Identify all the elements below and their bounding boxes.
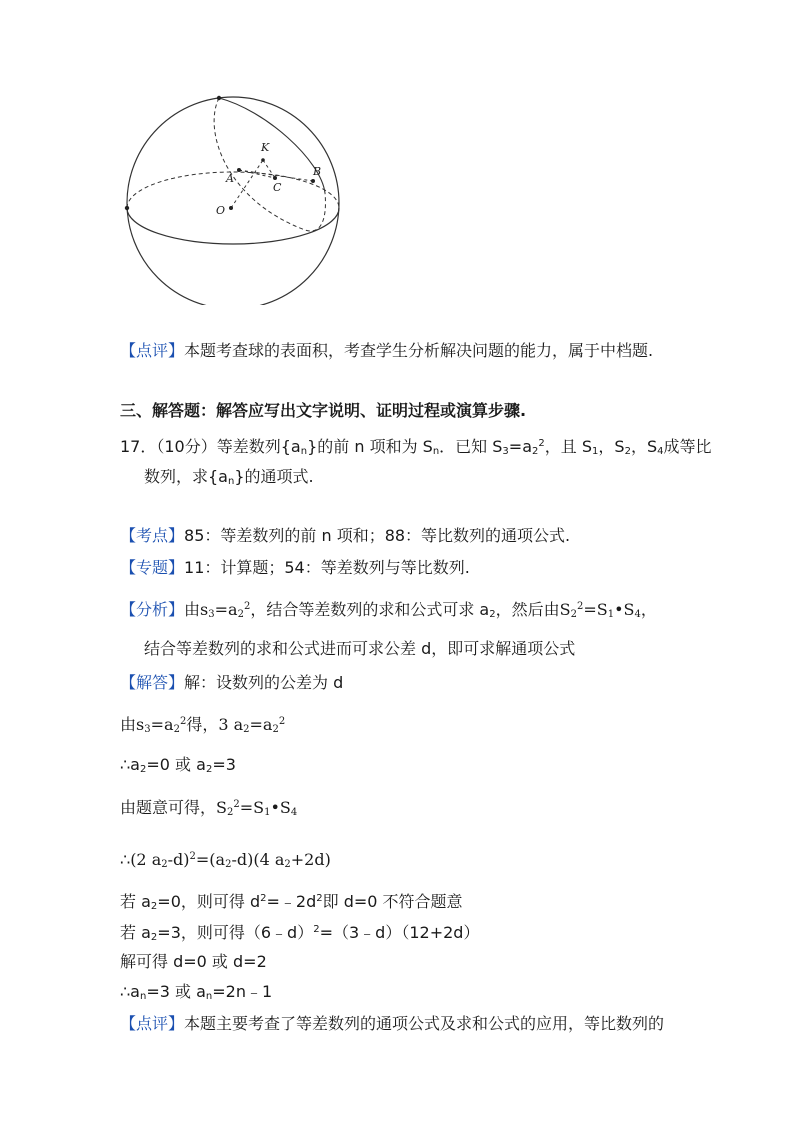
problem-line-1	[120, 433, 712, 463]
fenxi-line-2-text: 结合等差数列的求和公式进而可求公差 d，即可求解通项公式	[144, 639, 576, 658]
problem-number: 17．（10分）	[120, 437, 217, 456]
t: ，结合等差数列的求和公式可求 a	[250, 600, 490, 619]
t: 2	[139, 764, 147, 775]
t: =a	[249, 715, 273, 734]
t: 2	[179, 716, 187, 727]
point-c	[273, 176, 277, 180]
t: S	[559, 600, 571, 619]
section-title-text: 三、解答题：解答应写出文字说明、证明过程或演算步骤.	[120, 401, 527, 420]
t: n	[300, 446, 308, 457]
equator-front	[127, 208, 339, 244]
solution-step-2	[120, 754, 236, 781]
jieda-line	[120, 672, 343, 694]
t: 若 a	[120, 892, 151, 911]
t: •S	[270, 798, 291, 817]
t: 2	[233, 799, 240, 810]
t: 2	[316, 893, 323, 904]
t: =0，则可得 d	[157, 892, 261, 911]
solution-step-4	[120, 846, 331, 876]
t: ，然后由	[495, 600, 560, 619]
t: 2	[272, 724, 279, 735]
point-left	[125, 206, 129, 210]
review-2-tag: 【点评】	[120, 1014, 185, 1033]
label-k: K	[261, 141, 270, 154]
t: =（3﹣d）（12+2d）	[319, 923, 480, 942]
t: 由题意可得，	[120, 798, 217, 817]
t: 3	[502, 446, 509, 457]
label-c: C	[273, 181, 282, 194]
t: 2	[576, 601, 584, 612]
review-2	[120, 1013, 664, 1035]
t: =(a	[195, 850, 226, 869]
point-o	[229, 206, 233, 210]
t: 2	[570, 609, 577, 620]
t: }的前 n 项和为 S	[307, 437, 433, 456]
t: 2	[226, 807, 234, 818]
kaodian-line	[120, 525, 570, 547]
review-1	[120, 340, 653, 362]
t: 若 a	[120, 923, 151, 942]
fenxi-line-2	[144, 638, 575, 660]
t: 2	[313, 924, 320, 935]
t: n	[432, 446, 440, 457]
t: 数列，求{a	[144, 467, 228, 486]
t: 4	[634, 609, 641, 620]
solution-step-1	[120, 711, 285, 741]
jieda-text: 解：设数列的公差为 d	[184, 673, 344, 692]
t: 1	[264, 807, 271, 818]
t: n	[228, 476, 235, 487]
t: 解可得 d=0 或 d=2	[120, 952, 267, 971]
t: =3，则可得（6﹣d）	[157, 923, 314, 942]
fenxi-tag: 【分析】	[120, 600, 185, 619]
zhuanti-line	[120, 557, 470, 579]
t: 2	[150, 901, 158, 912]
zhuanti-text: 11：计算题；54：等差数列与等比数列.	[184, 558, 470, 577]
t: ．已知 S	[439, 437, 503, 456]
t: s	[136, 715, 145, 734]
t: (2 a	[130, 850, 162, 869]
t: 4	[657, 446, 664, 457]
label-o: O	[216, 204, 226, 217]
t: ，	[640, 600, 657, 619]
t: 2	[189, 851, 196, 862]
point-b	[311, 179, 315, 183]
t: =﹣2d	[266, 892, 317, 911]
t: =a	[508, 437, 533, 456]
t: =0 或 a	[146, 755, 206, 774]
t: 2	[161, 859, 168, 870]
review-1-tag: 【点评】	[120, 341, 185, 360]
point-k	[261, 158, 265, 162]
t: 等差数列{a	[216, 437, 301, 456]
t: 3	[144, 724, 151, 735]
t: 2	[205, 764, 213, 775]
t: ∴a	[120, 755, 140, 774]
sphere-outline	[127, 97, 339, 305]
segment-ok	[231, 160, 263, 208]
t: 2	[243, 724, 250, 735]
t: 2	[532, 446, 539, 457]
t: -d)(4 a	[231, 850, 285, 869]
t: •S	[614, 600, 635, 619]
t: =2n﹣1	[212, 982, 273, 1001]
t: 3	[208, 609, 215, 620]
t: 2	[278, 716, 286, 727]
t: 2	[538, 438, 545, 449]
t: ∴	[120, 850, 131, 869]
review-2-text: 本题主要考查了等差数列的通项公式及求和公式的应用，等比数列的	[184, 1014, 665, 1033]
solution-step-5	[120, 888, 463, 918]
t: =S	[583, 600, 608, 619]
label-b: B	[313, 165, 322, 178]
t: ，S	[598, 437, 625, 456]
great-circle-back	[214, 98, 325, 231]
section-title	[120, 400, 526, 422]
t: 2	[173, 724, 180, 735]
t: 2	[260, 893, 267, 904]
solution-step-6	[120, 919, 479, 949]
t: 2	[624, 446, 631, 457]
t: 由	[184, 600, 201, 619]
t: ∴a	[120, 982, 140, 1001]
t: +2d)	[290, 850, 331, 869]
t: 由	[120, 715, 137, 734]
solution-step-7	[120, 951, 267, 973]
t: 2	[150, 932, 158, 943]
label-a: A	[226, 172, 234, 185]
t: 1	[592, 446, 599, 457]
t: 即 d=0 不符合题意	[322, 892, 463, 911]
jieda-tag: 【解答】	[120, 673, 185, 692]
t: S	[216, 798, 227, 817]
t: n	[205, 991, 213, 1002]
t: 2	[489, 609, 496, 620]
t: =S	[239, 798, 265, 817]
t: 1	[607, 609, 615, 620]
t: 4	[290, 807, 298, 818]
t: 得，	[186, 715, 219, 734]
t: 3 a	[218, 715, 244, 734]
t: =a	[150, 715, 174, 734]
t: =3	[212, 755, 236, 774]
t: n	[139, 991, 147, 1002]
t: 成等比	[663, 437, 712, 456]
t: ，且 S	[544, 437, 593, 456]
kaodian-tag: 【考点】	[120, 526, 185, 545]
point-a	[237, 168, 241, 172]
t: s	[200, 600, 209, 619]
kaodian-text: 85：等差数列的前 n 项和；88：等比数列的通项公式.	[184, 526, 571, 545]
t: =a	[214, 600, 238, 619]
review-1-text: 本题考查球的表面积，考查学生分析解决问题的能力，属于中档题.	[184, 341, 654, 360]
t: 2	[284, 859, 291, 870]
t: }的通项式.	[234, 467, 314, 486]
t: =3 或 a	[146, 982, 206, 1001]
zhuanti-tag: 【专题】	[120, 558, 185, 577]
solution-step-3	[120, 794, 297, 824]
solution-step-8	[120, 981, 272, 1008]
t: 2	[243, 601, 251, 612]
problem-line-2	[144, 466, 314, 493]
t: 2	[225, 859, 232, 870]
t: -d)	[167, 850, 190, 869]
point-top	[217, 96, 221, 100]
t: 2	[237, 609, 244, 620]
sphere-figure	[115, 90, 355, 305]
fenxi-line-1	[120, 596, 657, 626]
t: ，S	[630, 437, 658, 456]
